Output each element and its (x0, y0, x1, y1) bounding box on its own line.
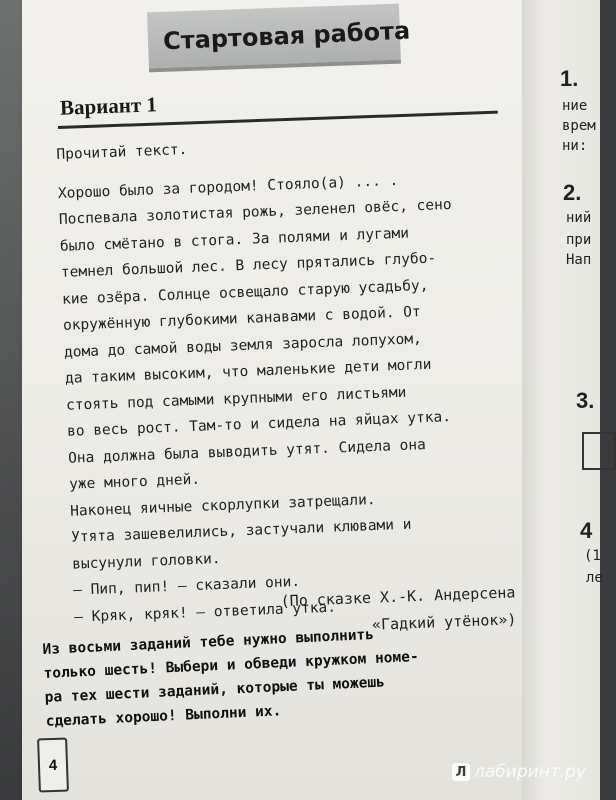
text-line: было смётано в стога. За полями и лугами (59, 225, 410, 255)
text-line: темнел большой лес. В лесу прятались глубо- (60, 250, 437, 281)
task-number: 2. (563, 180, 582, 205)
task-number: 1. (560, 66, 579, 91)
instruction-line: только шесть! Выбери и обведи кружком номе- (43, 648, 420, 682)
task-fragment: (1 (584, 548, 601, 564)
text-line: во весь рост. Там-то и сидела на яйцах утка. (66, 409, 452, 440)
watermark (452, 762, 586, 782)
answer-box (582, 432, 616, 470)
text-line: да таким высоким, что маленькие дети могли (64, 356, 432, 387)
task-number: 4 (580, 518, 593, 543)
instruction-line: ра тех шести заданий, которые ты можешь (44, 674, 386, 706)
instruction-line: сделать хорошо! Выполни их. (45, 703, 282, 730)
text-line: кие озёра. Солнце освещало старую усадьбу, (61, 277, 429, 308)
text-line: — Пип, пип! — сказали они. (72, 573, 301, 599)
text-line: высунули головки. (71, 550, 221, 573)
text-line: окружённую глубокими канавами с водой. От (62, 304, 422, 334)
task-fragment: врем (562, 118, 596, 134)
instruction-line: Из восьми заданий тебе нужно выполнить (42, 626, 375, 658)
reading-prompt: Прочитай текст. (56, 141, 188, 163)
task-fragment: ле (586, 570, 603, 586)
task-fragment: ний (566, 210, 592, 226)
text-line: стоять под самыми крупными его листьями (65, 384, 407, 414)
text-line: уже много дней. (68, 471, 201, 493)
labirint-logo-icon: Л (452, 763, 470, 781)
text-line: Наконец яичные скорлупки затрещали. (69, 491, 376, 520)
variant-title: Вариант 1 (59, 92, 158, 120)
task-number: 3. (576, 388, 595, 413)
watermark-text: лабиринт.ру (474, 762, 586, 782)
task-fragment: ни: (562, 138, 588, 154)
task-fragment: Нап (566, 252, 592, 268)
text-line: Утята зашевелились, застучали клювами и (70, 516, 412, 546)
citation-line: (По сказке Х.-К. Андерсена (280, 583, 516, 611)
text-line: дома до самой воды земля заросла лопухом, (63, 330, 423, 361)
text-line: Хорошо было за городом! Стояло(а) ... . (57, 172, 399, 202)
task-fragment: при (566, 232, 592, 248)
page-title: Стартовая работа (162, 16, 411, 56)
reading-text (56, 124, 536, 630)
page-number: 4 (37, 737, 69, 792)
text-line: Поспевала золотистая рожь, зеленел овёс, сено (58, 196, 452, 228)
text-line: Она должна была выводить утят. Сидела она (67, 436, 427, 467)
text-line: — Кряк, кряк! — ответила утка. (73, 599, 337, 626)
task-fragment: ние (562, 98, 588, 114)
citation-line: «Гадкий утёнок») (371, 610, 517, 634)
